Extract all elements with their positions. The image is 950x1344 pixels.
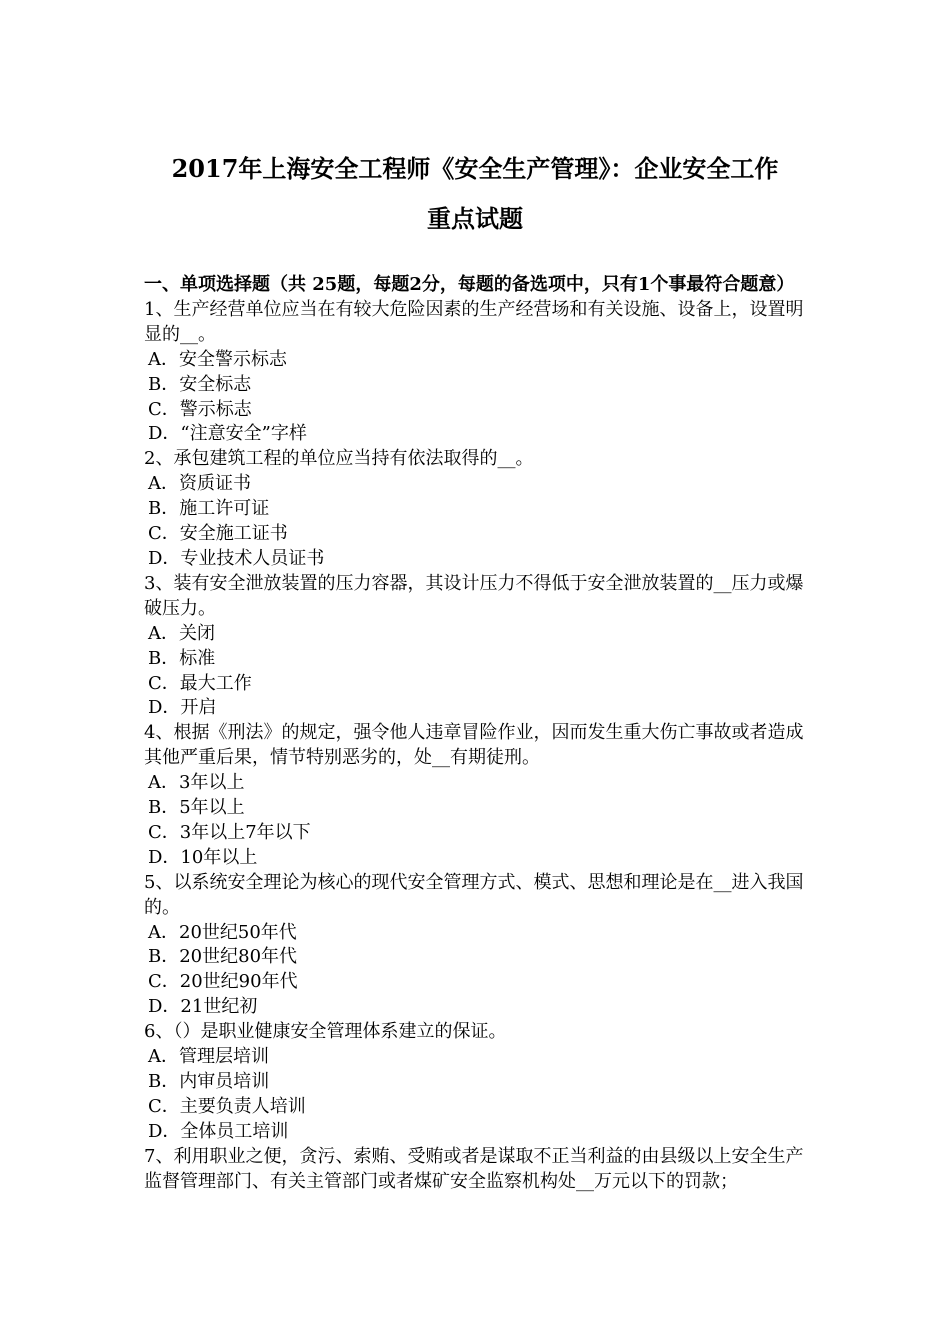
option-c: C．20世纪90年代 [148, 971, 298, 993]
option-b: B．标准 [148, 647, 216, 669]
question-stem: 4、根据《刑法》的规定，强令他人违章冒险作业，因而发生重大伤亡事故或者造成其他严重后果，情节特别恶劣的，处__有期徒刑。 [144, 722, 804, 769]
document-title-line-1: 2017年上海安全工程师《安全生产管理》：企业安全工作 [171, 154, 779, 183]
option-c: C．安全施工证书 [148, 523, 288, 545]
question-3 [144, 572, 810, 721]
option-d: D．全体员工培训 [148, 1120, 289, 1142]
option-a: A．20世纪50年代 [148, 921, 297, 943]
option-d: D．10年以上 [148, 846, 258, 868]
question-1 [144, 298, 810, 447]
question-stem: 2、承包建筑工程的单位应当持有依法取得的__。 [144, 448, 534, 470]
option-b: B．5年以上 [148, 797, 245, 819]
option-a: A．管理层培训 [148, 1046, 269, 1068]
option-a: A．资质证书 [148, 473, 251, 495]
option-c: C．3年以上7年以下 [148, 821, 311, 843]
option-d: D．21世纪初 [148, 996, 258, 1018]
section-heading: 一、单项选择题（共 25题，每题2分，每题的备选项中，只有1个事最符合题意） [144, 274, 795, 295]
document-title-line-2: 重点试题 [427, 204, 523, 233]
option-a: A．安全警示标志 [148, 348, 287, 370]
option-d: D．专业技术人员证书 [148, 547, 325, 569]
option-d: D．开启 [148, 697, 217, 719]
option-c: C．主要负责人培训 [148, 1095, 306, 1117]
option-c: C．警示标志 [148, 398, 252, 420]
option-b: B．20世纪80年代 [148, 946, 298, 968]
question-stem: 6、（）是职业健康安全管理体系建立的保证。 [144, 1021, 507, 1043]
option-a: A．关闭 [148, 622, 215, 644]
option-b: B．施工许可证 [148, 498, 270, 520]
document-body [144, 273, 810, 1195]
question-4 [144, 721, 810, 870]
option-b: B．内审员培训 [148, 1071, 270, 1092]
question-7 [144, 1145, 810, 1195]
option-c: C．最大工作 [148, 672, 252, 694]
question-stem: 1、生产经营单位应当在有较大危险因素的生产经营场和有关设施、设备上，设置明显的__。 [144, 298, 804, 345]
question-5 [144, 871, 810, 1020]
question-2 [144, 447, 810, 572]
option-a: A．3年以上 [148, 772, 245, 794]
question-stem: 5、以系统安全理论为核心的现代安全管理方式、模式、思想和理论是在__进入我国的。 [144, 871, 804, 918]
option-d: D．“注意安全”字样 [148, 423, 307, 445]
option-b: B．安全标志 [148, 373, 252, 395]
question-6 [144, 1020, 810, 1145]
question-stem: 3、装有安全泄放装置的压力容器，其设计压力不得低于安全泄放装置的__压力或爆破压力。 [144, 572, 804, 619]
question-stem: 7、利用职业之便，贪污、索贿、受贿或者是谋取不正当利益的由县级以上安全生产监督管理部门、有关主管部门或者煤矿安全监察机构处__万元以下的罚款； [144, 1145, 804, 1192]
